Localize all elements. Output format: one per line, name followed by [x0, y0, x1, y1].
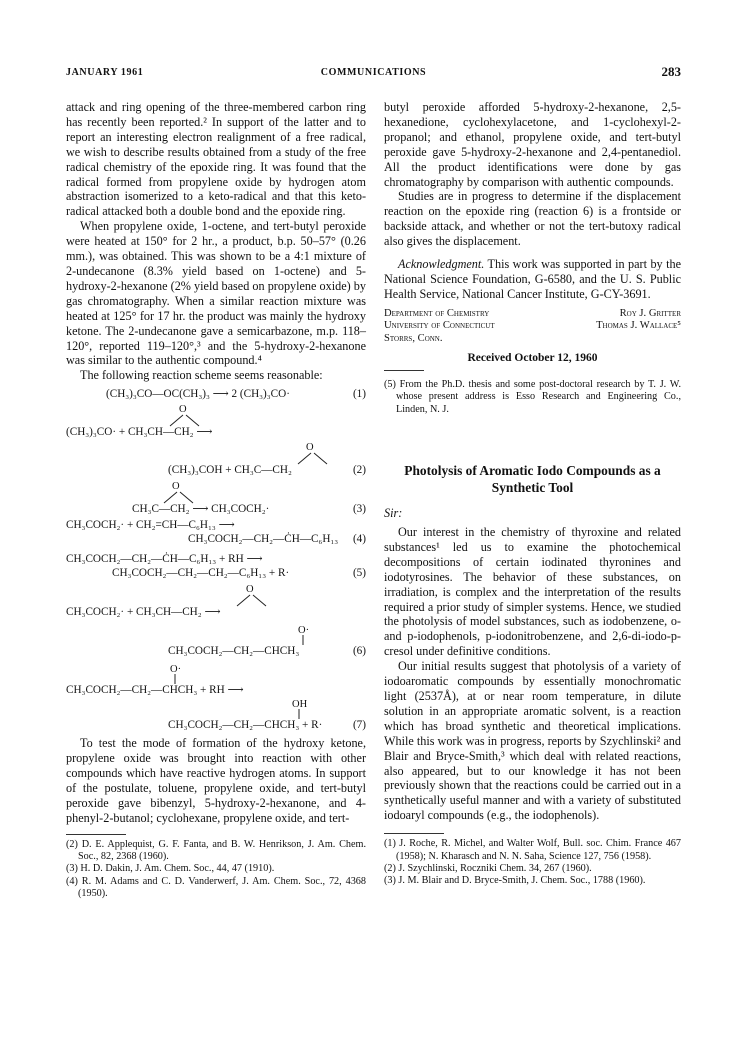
page-number: 283: [661, 64, 681, 79]
equation-7a: CH₃COCH₂—CH₂—CHCH₃ + RH ⟶: [66, 684, 244, 697]
footnote-divider: [384, 370, 424, 371]
right-column: [384, 100, 681, 888]
acknowledgment-label: Acknowledgment.: [398, 257, 485, 272]
equation-5a: CH₃COCH₂—CH₂—ĊH—C₆H₁₃ + RH ⟶: [66, 553, 263, 566]
vertical-bond-icon: [173, 674, 177, 684]
paragraph: Studies are in progress to determine if the displacement reaction on the epoxide ring (reaction 6) is a frontside or backside attack, and whether or not the tert-butoxy radical also gives the displacement.: [384, 189, 681, 249]
affiliation-block: [384, 308, 681, 345]
epoxide-oxygen: O: [179, 404, 187, 416]
hydroxyl-group: OH: [292, 699, 308, 711]
radical-oxygen: O·: [170, 664, 182, 676]
footnotes: [66, 839, 366, 901]
article-title: Photolysis of Aromatic Iodo Compounds as a Synthetic Tool: [404, 463, 661, 496]
bond-line: [66, 675, 366, 683]
equation-5b: CH₃COCH₂—CH₂—CH₂—C₆H₁₃ + R· (5): [112, 567, 366, 580]
received-date: Received October 12, 1960: [467, 352, 598, 364]
epoxide-oxygen: O: [246, 584, 254, 596]
ring-bond-icon: [160, 489, 200, 505]
equation-2a: (CH₃)₃CO· + CH₃CH—CH₂ ⟶: [66, 426, 213, 439]
paragraph: The following reaction scheme seems reasonable:: [80, 368, 323, 383]
epoxide-ring-bonds: [66, 595, 366, 609]
equation-2b: (CH₃)₃COH + CH₃C—CH₂ (2): [168, 464, 366, 477]
footnotes: [384, 379, 681, 416]
paragraph: When propylene oxide, 1-octene, and tert-butyl peroxide were heated at 150° for 2 hr., a product, b.p. 50–57° (0.26 mm.), was obtained. This was shown to be a 4:1 mixture of 2-undecanone (8.3% yield based on 1-octene) and 5-hydroxy-2-hexanone (2% yield based on propylene oxide) by gas chromatography. When a similar reaction mixture was heated at 125° for 17 hr. the product was mainly the hydroxy ketone. The 2-undecanone gave a semicarbazone, m.p. 118–120°, reported 119–120°,³ and the 5-hydroxy-2-hexanone was similar to the authentic compound.⁴: [66, 219, 366, 368]
affiliation: Department of Chemistry University of Connecticut Storrs, Conn.: [384, 307, 495, 344]
paragraph: Our initial results suggest that photolysis of a variety of iodoaromatic compounds by essentially monochromatic light (2537Å), at or near room temperature, in dilute solution in an appropriate aromatic solvent, is a reaction which has broad synthetic and theoretical implications. While this work was in progress, reports by Szychlinski² and Blair and Bryce-Smith,³ which deal with related reactions, also appeared, but to our knowledge it has not been previously shown that the reactions could be carried out in a synthetically useful manner and with a variety of substituted iodoaryl compounds (e.g., the iodophenols).: [384, 659, 681, 823]
footnote: (2) D. E. Applequist, G. F. Fanta, and B. W. Henrikson, J. Am. Chem. Soc., 82, 2368 (1960).: [66, 838, 366, 863]
equation-3: CH₃C—CH₂ ⟶ CH₃COCH₂· (3): [132, 503, 366, 516]
paragraph: To test the mode of formation of the hydroxy ketone, propylene oxide was brought into reaction with other compounds which have reactive hydrogen atoms. In support of the postulate, toluene, propylene oxide, and tert-butyl peroxide gave bibenzyl, 5-hydroxy-2-hexanone, and 4-phenyl-2-butanol; cyclohexane, propylene oxide, and tert-: [66, 736, 366, 825]
running-header-date: JANUARY 1961: [66, 67, 144, 78]
equation-6b: CH₃COCH₂—CH₂—CHCH₃ (6): [168, 645, 366, 658]
epoxide-oxygen: O: [172, 481, 180, 493]
vertical-bond-icon: [301, 635, 305, 645]
footnote-divider: [384, 833, 444, 834]
vertical-bond-icon: [297, 709, 301, 719]
footnote: (2) J. Szychlinski, Roczniki Chem. 34, 267 (1960).: [384, 862, 592, 874]
left-column: [66, 100, 366, 901]
footnote: (3) H. D. Dakin, J. Am. Chem. Soc., 44, 47 (1910).: [66, 863, 275, 875]
salutation: Sir:: [384, 506, 403, 521]
epoxide-oxygen: O: [306, 442, 314, 454]
epoxide-ring-bonds: [66, 492, 366, 506]
ring-bond-icon: [166, 412, 206, 428]
footnote: (5) From the Ph.D. thesis and some post-doctoral research by T. J. W. whose present address is Esso Research and Engineering Co., Linden, N. J.: [384, 378, 681, 415]
acknowledgment: Acknowledgment. This work was supported in part by the National Science Foundation, G-6580, and the U. S. Public Health Service, National Cancer Institute, G-CY-3691.: [384, 257, 681, 301]
footnote: (1) J. Roche, R. Michel, and Walter Wolf, Bull. soc. Chim. France 467 (1958); N. Kharasch and N. N. Saha, Science 127, 756 (1958).: [384, 838, 681, 862]
equation-4b: CH₃COCH₂—CH₂—ĊH—C₆H₁₃ (4): [188, 533, 366, 546]
paragraph: Our interest in the chemistry of thyroxine and related substances¹ led us to examine the photochemical decompositions of certain iodinated thyronines and iodotyrosines. The behavior of these substances, on irradiation, is complex and the interpretation of the results required a prior study of simpler systems. Hence, we studied the photolysis of model substances, such as iodobenzene, o- and p-iodophenols, p-iodonitrobenzene, and 2,6-di-iodo-p-cresol under definitive conditions.: [384, 525, 681, 659]
footnotes: [384, 838, 681, 888]
authors: Roy J. Gritter Thomas J. Wallace⁵: [596, 307, 681, 332]
paragraph: butyl peroxide afforded 5-hydroxy-2-hexanone, 2,5-hexanedione, cyclohexylacetone, and 1-cyclohexyl-2-propanol; and ethanol, propylene oxide, and tert-butyl peroxide gave 5-hydroxy-2-hexanone and 2,4-pentanediol. All the product identifications were done by gas chromatography by comparison with authentic compounds.: [384, 100, 681, 189]
bond-line: [66, 636, 366, 644]
ring-bond-icon: [294, 450, 334, 466]
bond-line: [66, 710, 366, 718]
running-header-section: COMMUNICATIONS: [320, 67, 427, 78]
equation-6a: CH₃COCH₂· + CH₃CH—CH₂ ⟶: [66, 606, 221, 619]
footnote: (3) J. M. Blair and D. Bryce-Smith, J. Chem. Soc., 1788 (1960).: [384, 875, 646, 887]
equation-4a: CH₃COCH₂· + CH₂=CH—C₆H₁₃ ⟶: [66, 519, 235, 532]
ring-bond-icon: [233, 592, 273, 608]
paragraph: attack and ring opening of the three-membered carbon ring has recently been reported.² In support of the latter and to report an interesting electron realignment of a free radical, we wish to describe results obtained from a study of the free radical chemistry of the epoxide ring. It was found that the radical formed from propylene oxide by hydrogen atom abstraction isomerized to a keto-radical and that this keto-radical attacked both a double bond and the epoxide ring.: [66, 100, 366, 219]
footnote: (4) R. M. Adams and C. D. Vanderwerf, J. Am. Chem. Soc., 72, 4368 (1950).: [66, 875, 366, 900]
equation-1: (CH₃)₃CO—OC(CH₃)₃ ⟶ 2 (CH₃)₃CO· (1): [106, 388, 366, 401]
equation-7b: CH₃COCH₂—CH₂—CHCH₃ + R· (7): [168, 719, 366, 732]
reaction-scheme: [66, 387, 366, 732]
radical-oxygen: O·: [298, 625, 310, 637]
epoxide-ring-bonds: [66, 415, 366, 431]
footnote-divider: [66, 834, 126, 835]
epoxide-ring-bonds: [66, 453, 366, 467]
